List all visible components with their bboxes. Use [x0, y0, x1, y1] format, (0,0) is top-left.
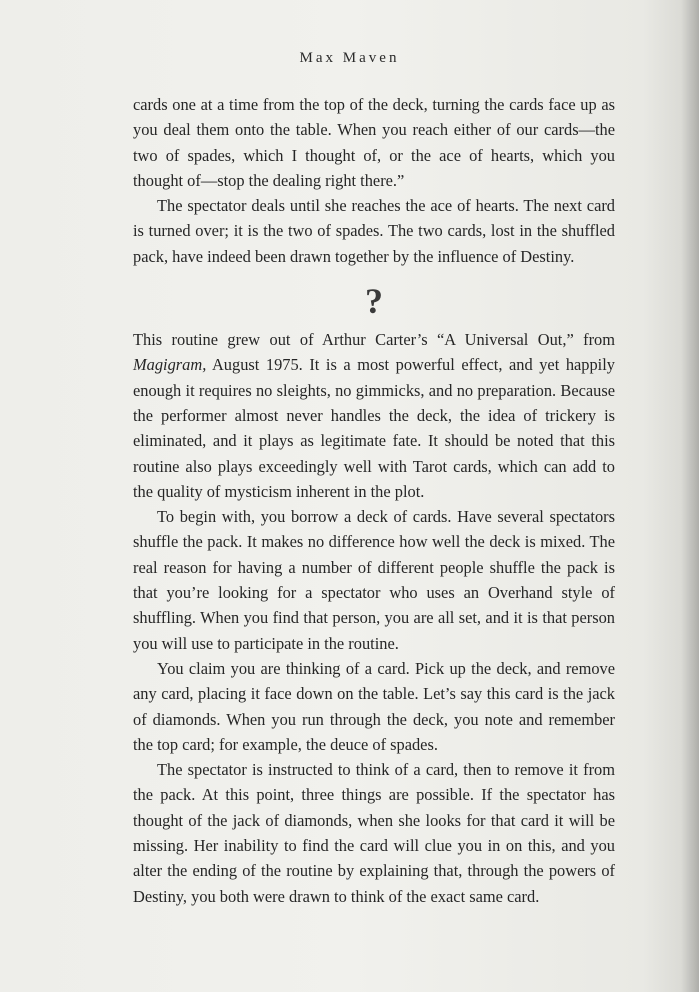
body-text: [133, 92, 615, 909]
paragraph-5: You claim you are thinking of a card. Pick up the deck, and remove any card, placing it face down on the table. Let’s say this card is the jack of diamonds. When you run through the deck, you note and remember the top card; for example, the deuce of spades.: [133, 658, 615, 754]
running-head: Max Maven: [299, 50, 400, 66]
paragraph-3: [133, 327, 615, 504]
paragraph-3-body: August 1975. It is a most powerful effect, and yet happily enough it requires no sleights, no gimmicks, and no preparation. Because the performer almost never handles the deck, the idea of trickery is eliminated, and it plays as legitimate fate. It should be noted that this routine also plays exceedingly well with Tarot cards, which can add to the quality of mysticism inherent in the plot.: [133, 355, 615, 501]
magazine-title: Magigram,: [133, 355, 207, 375]
spine-shadow: [681, 0, 699, 992]
paragraph-3-intro: This routine grew out of Arthur Carter’s “A Universal Out,” from: [133, 330, 615, 350]
paragraph-2: The spectator deals until she reaches the ace of hearts. The next card is turned over; it is the two of spades. The two cards, lost in the shuffled pack, have indeed been drawn together by the influence of Destiny.: [133, 196, 615, 266]
question-mark-ornament: ?: [365, 281, 383, 322]
paragraph-4: To begin with, you borrow a deck of cards. Have several spectators shuffle the pack. It makes no difference how well the deck is mixed. The real reason for having a number of different people shuffle the pack is that you’re looking for a spectator who uses an Overhand style of shuffling. When you find that person, you are all set, and it is that person you will use to participate in the routine.: [133, 507, 615, 653]
paragraph-1: cards one at a time from the top of the deck, turning the cards face up as you deal them onto the table. When you reach either of our cards—the two of spades, which I thought of, or the ace of hearts, which you thought of—stop the dealing right there.”: [133, 95, 615, 190]
paragraph-6: The spectator is instructed to think of a card, then to remove it from the pack. At this point, three things are possible. If the spectator has thought of the jack of diamonds, when she looks for that card it will be missing. Her inability to find the card will clue you in on this, and you alter the ending of the routine by explaining that, through the powers of Destiny, you both were drawn to think of the exact same card.: [133, 760, 615, 906]
